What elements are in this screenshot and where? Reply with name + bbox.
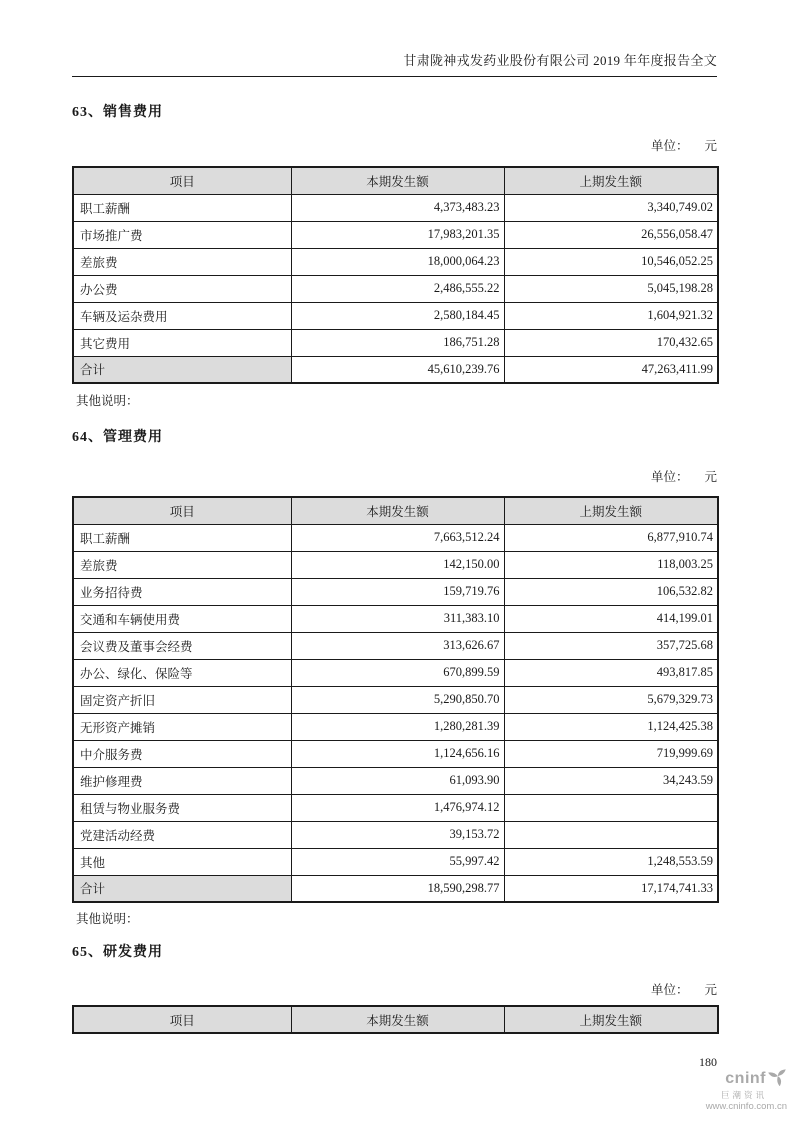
cninfo-logo-row (706, 1067, 787, 1091)
table-row: 无形资产摊销 1,280,281.39 1,124,425.38 (73, 713, 718, 740)
rd-expense-table (72, 1005, 719, 1034)
table-total-row: 合计 18,590,298.77 17,174,741.33 (73, 875, 718, 902)
page-content (72, 0, 717, 1070)
column-header-current: 本期发生额 (291, 167, 504, 194)
table-row: 中介服务费 1,124,656.16 719,999.69 (73, 740, 718, 767)
table-row: 租赁与物业服务费 1,476,974.12 (73, 794, 718, 821)
column-header-prior: 上期发生额 (504, 497, 718, 524)
table-total-row: 合计 45,610,239.76 47,263,411.99 (73, 356, 718, 383)
table-row: 会议费及董事会经费 313,626.67 357,725.68 (73, 632, 718, 659)
cninfo-url: www.cninfo.com.cn (705, 1101, 787, 1113)
table-row: 车辆及运杂费用 2,580,184.45 1,604,921.32 (73, 302, 718, 329)
table-row: 交通和车辆使用费 311,383.10 414,199.01 (73, 605, 718, 632)
cninfo-logo (706, 1067, 787, 1112)
column-header-current: 本期发生额 (291, 497, 504, 524)
table-row: 办公费 2,486,555.22 5,045,198.28 (73, 275, 718, 302)
table-row: 业务招待费 159,719.76 106,532.82 (73, 578, 718, 605)
section-heading-65: 65、研发费用 (72, 945, 163, 960)
unit-value: 元 (704, 470, 717, 484)
table-row: 职工薪酬 4,373,483.23 3,340,749.02 (73, 194, 718, 221)
column-header-prior: 上期发生额 (504, 167, 718, 194)
other-notes-label: 其他说明： (76, 912, 139, 926)
table-header-row (73, 497, 718, 524)
table-row: 其它费用 186,751.28 170,432.65 (73, 329, 718, 356)
column-header-prior: 上期发生额 (504, 1006, 718, 1033)
other-notes-label: 其他说明： (76, 394, 139, 408)
unit-line (72, 136, 717, 154)
unit-label: 单位： (650, 139, 689, 153)
table-row: 其他 55,997.42 1,248,553.59 (73, 848, 718, 875)
table-row: 市场推广费 17,983,201.35 26,556,058.47 (73, 221, 718, 248)
unit-line (72, 467, 717, 485)
table-row: 差旅费 142,150.00 118,003.25 (73, 551, 718, 578)
table-row: 职工薪酬 7,663,512.24 6,877,910.74 (73, 524, 718, 551)
cninfo-subtitle: 巨潮资讯 (720, 1090, 767, 1101)
column-header-item: 项目 (73, 497, 291, 524)
section-heading-64: 64、管理费用 (72, 430, 163, 445)
admin-expense-table (72, 496, 719, 903)
document-header-title: 甘肃陇神戎发药业股份有限公司 2019 年年度报告全文 (72, 50, 717, 77)
column-header-item: 项目 (73, 167, 291, 194)
section-heading-63: 63、销售费用 (72, 105, 163, 120)
unit-line (72, 980, 717, 998)
pinwheel-icon (768, 1067, 787, 1091)
unit-value: 元 (704, 983, 717, 997)
table-row: 党建活动经费 39,153.72 (73, 821, 718, 848)
unit-value: 元 (704, 139, 717, 153)
column-header-current: 本期发生额 (291, 1006, 504, 1033)
table-row: 固定资产折旧 5,290,850.70 5,679,329.73 (73, 686, 718, 713)
unit-label: 单位： (650, 470, 689, 484)
sales-expense-table (72, 166, 719, 384)
column-header-item: 项目 (73, 1006, 291, 1033)
cninfo-brand-text: cninf (725, 1069, 766, 1087)
table-row: 差旅费 18,000,064.23 10,546,052.25 (73, 248, 718, 275)
table-header-row (73, 1006, 718, 1033)
table-header-row (73, 167, 718, 194)
page-number: 180 (699, 1055, 717, 1069)
table-row: 维护修理费 61,093.90 34,243.59 (73, 767, 718, 794)
table-row: 办公、绿化、保险等 670,899.59 493,817.85 (73, 659, 718, 686)
unit-label: 单位： (650, 983, 689, 997)
